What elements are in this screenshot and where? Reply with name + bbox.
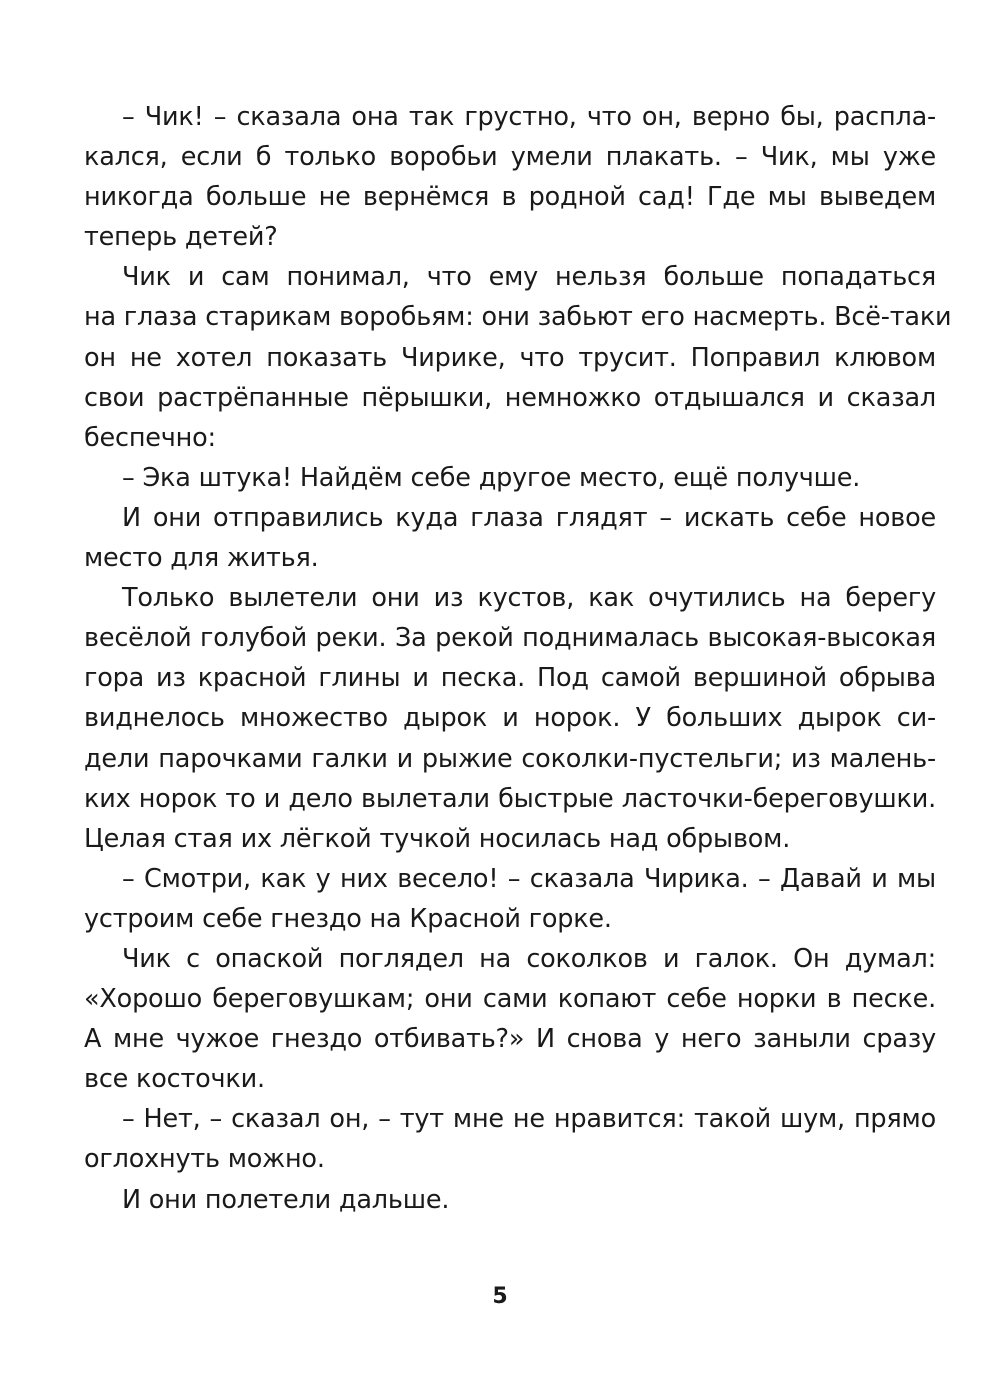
text-line-25: все косточки. [84, 1064, 265, 1095]
text-line-9: беспечно: [84, 422, 216, 453]
text-line-24: А мне чужое гнездо отбивать?» И снова у него заныли сразу [84, 1024, 936, 1055]
text-line-8: свои растрёпанные пёрышки, немножко отдышался и сказал [84, 382, 936, 413]
text-line-2: кался, если б только воробьи умели плакать. – Чик, мы уже [84, 142, 936, 173]
text-line-17: дели парочками галки и рыжие соколки-пустельги; из малень- [84, 743, 936, 774]
text-line-3: никогда больше не вернёмся в родной сад! Где мы выведем [84, 182, 936, 213]
text-line-5: Чик и сам понимал, что ему нельзя больше попадаться [122, 262, 936, 293]
page-number: 5 [492, 1284, 508, 1309]
text-line-15: гора из красной глины и песка. Под самой вершиной обрыва [84, 663, 936, 694]
text-line-20: – Смотри, как у них весело! – сказала Чирика. – Давай и мы [122, 863, 936, 894]
text-line-1: – Чик! – сказала она так грустно, что он, верно бы, распла- [122, 102, 936, 132]
text-line-14: весёлой голубой реки. За рекой поднималась высокая-высокая [84, 623, 936, 654]
text-line-23: «Хорошо береговушкам; они сами копают себе норки в песке. [84, 984, 936, 1015]
text-line-28: И они полетели дальше. [122, 1184, 450, 1215]
text-line-27: оглохнуть можно. [84, 1144, 325, 1175]
text-line-19: Целая стая их лёгкой тучкой носилась над обрывом. [84, 823, 791, 854]
text-line-16: виднелось множество дырок и норок. У больших дырок си- [84, 703, 936, 734]
text-line-21: устроим себе гнездо на Красной горке. [84, 903, 612, 934]
text-line-12: место для житья. [84, 543, 319, 574]
text-line-11: И они отправились куда глаза глядят – искать себе новое [122, 502, 936, 533]
text-line-26: – Нет, – сказал он, – тут мне не нравится: такой шум, прямо [122, 1104, 936, 1135]
text-line-18: ких норок то и дело вылетали быстрые ласточки-береговушки. [84, 783, 936, 814]
story-text [84, 97, 952, 1220]
text-line-4: теперь детей? [84, 222, 278, 253]
text-line-6: на глаза старикам воробьям: они забьют его насмерть. Всё-таки [84, 302, 952, 333]
text-line-22: Чик с опаской поглядел на соколков и галок. Он думал: [122, 943, 936, 974]
text-line-13: Только вылетели они из кустов, как очутились на берегу [122, 583, 936, 614]
text-line-10: – Эка штука! Найдём себе другое место, ещё получше. [122, 462, 861, 493]
text-line-7: он не хотел показать Чирике, что трусит. Поправил клювом [84, 342, 936, 373]
